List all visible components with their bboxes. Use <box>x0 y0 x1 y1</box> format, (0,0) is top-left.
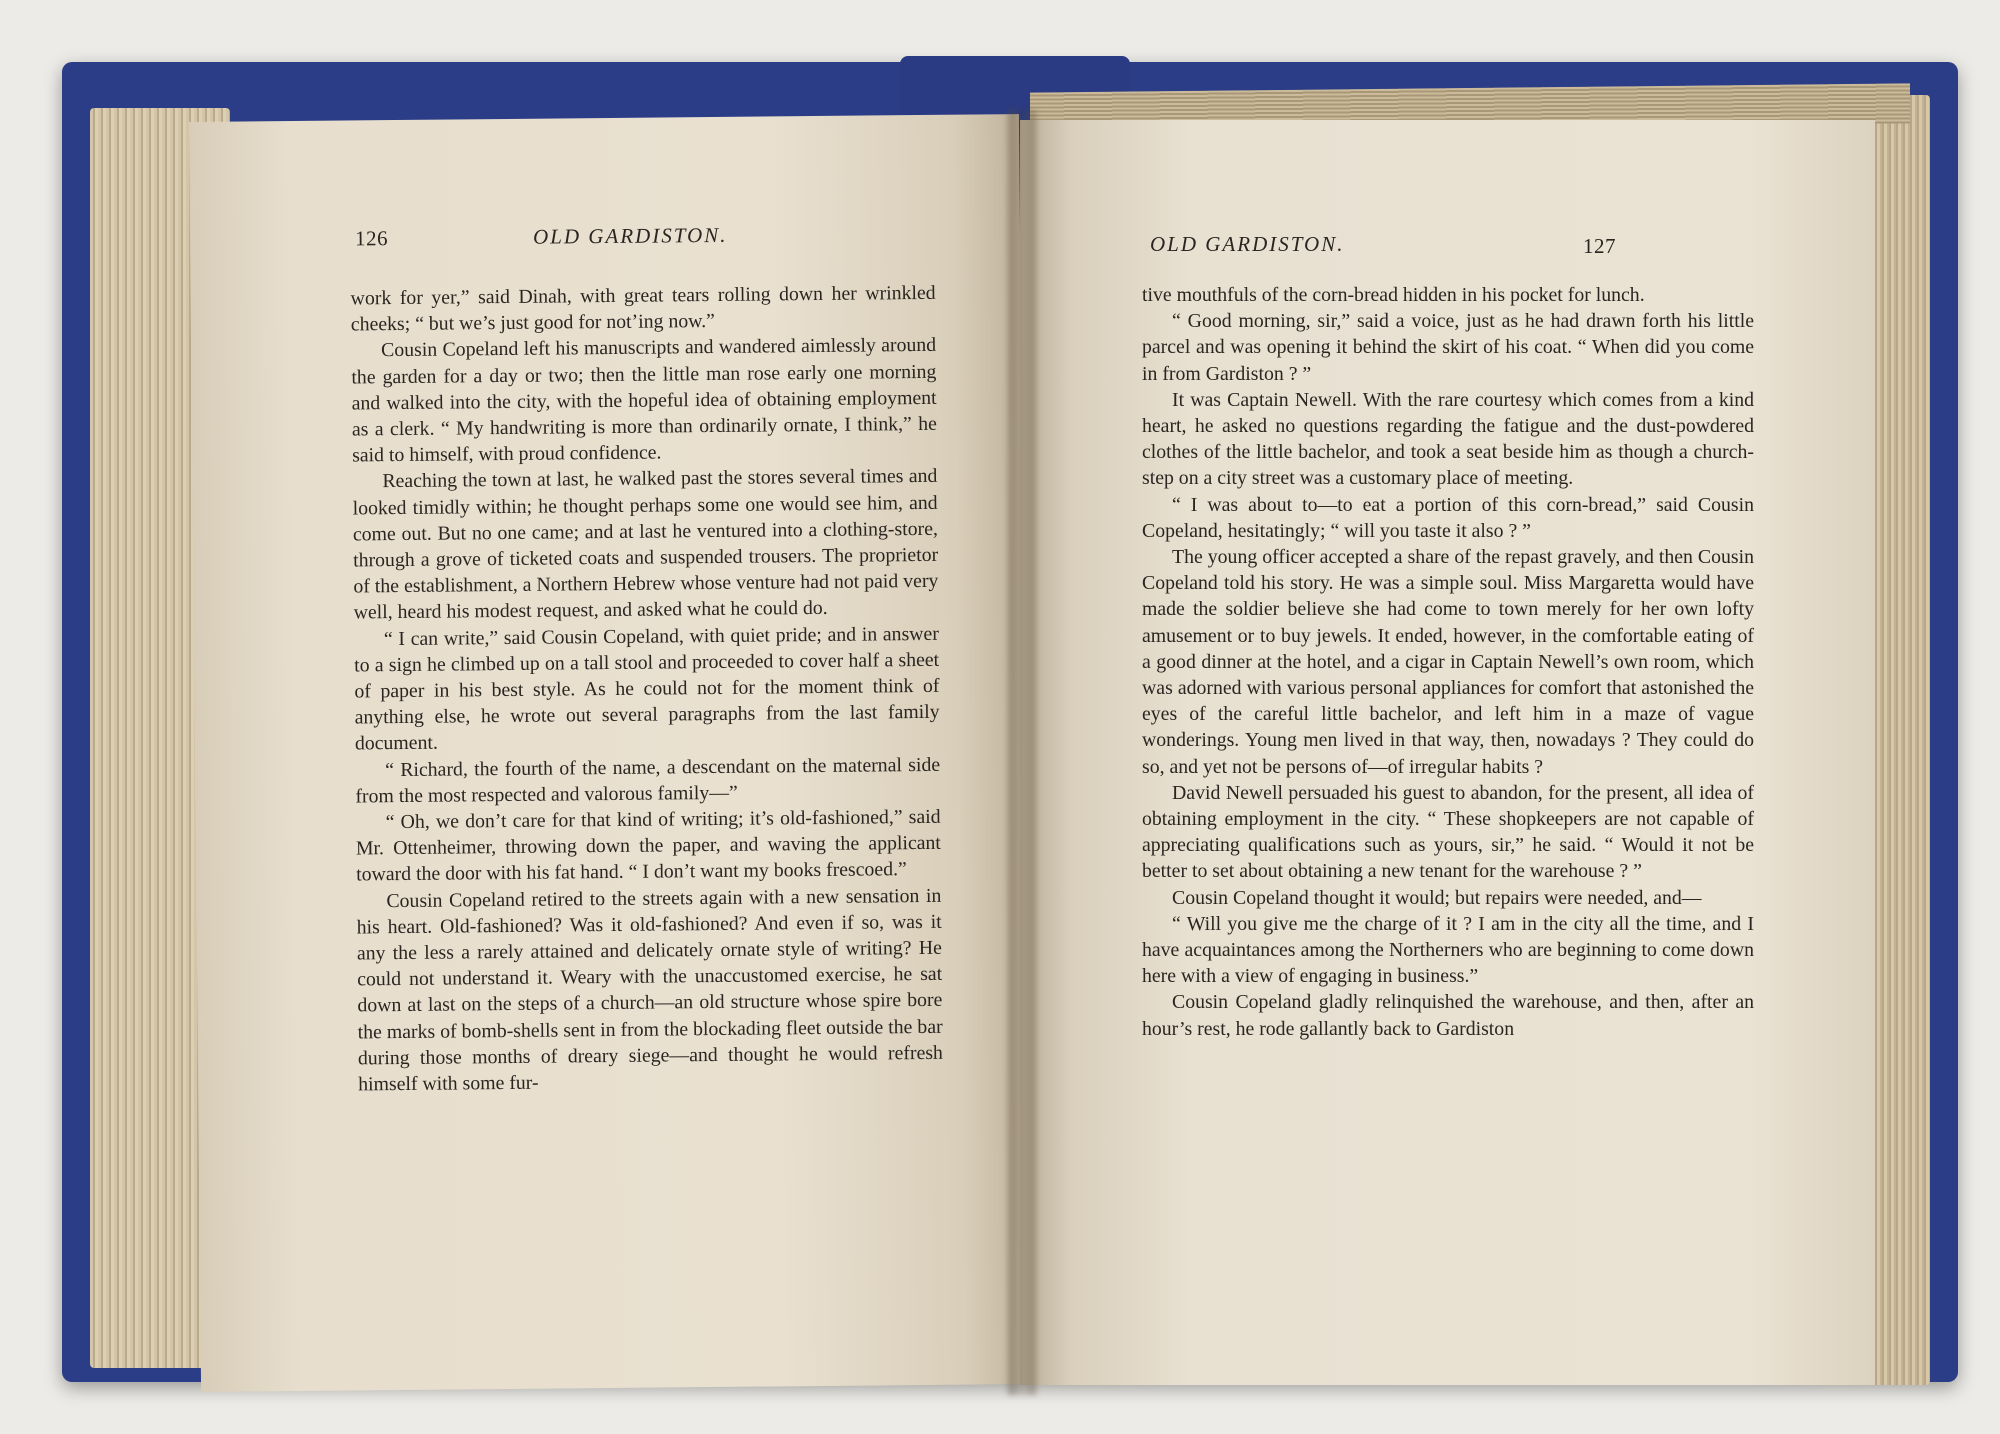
right-page-number: 127 <box>1583 234 1616 258</box>
left-running-title: OLD GARDISTON. <box>532 222 728 249</box>
paragraph: It was Captain Newell. With the rare courtesy which comes from a kind heart, he asked no questions regarding the fatigue and the dust-powdered clothes of the little bachelor, and took a seat beside him as though a church-step on a city street was a customary place of meeting. <box>1142 388 1754 490</box>
paragraph: Cousin Copeland retired to the streets again with a new sensation in his heart. Old-fashioned? Was it old-fashioned? And even if so, was it any the less a rarely attained and delicately ornate style of writing? He could not understand it. Weary with the unaccustomed exercise, he sat down at last on the steps of a church—an old structure whose spire bore the marks of bomb-shells sent in from the blockading fleet outside the bar during those months of dreary siege—and thought he would refresh himself with some fur- <box>356 884 943 1096</box>
right-page <box>1020 120 1875 1385</box>
paragraph: Cousin Copeland thought it would; but repairs were needed, and— <box>1172 886 1702 909</box>
left-page-number: 126 <box>354 226 389 251</box>
paragraph: “ Oh, we don’t care for that kind of writing; it’s old-fashioned,” said Mr. Ottenheimer, throwing down the paper, and waving the applicant toward the door with his fat hand. “ I don’t want my books frescoed.” <box>355 805 941 886</box>
paragraph: tive mouthfuls of the corn-bread hidden in his pocket for lunch. <box>1142 284 1645 306</box>
paragraph: “ Will you give me the charge of it ? I am in the city all the time, and I have acquaintances among the Northerners who are beginning to come down here with a view of engaging in business.” <box>1142 912 1754 988</box>
book-gutter <box>1008 110 1036 1395</box>
paragraph: The young officer accepted a share of the repast gravely, and then Cousin Copeland told his story. He was a simple soul. Miss Margaretta would have made the soldier believe she had come to town merely for her own lofty amusement or to buy jewels. It ended, however, in the comfortable eating of a good dinner at the hotel, and a cigar in Captain Newell’s own room, which was adorned with various personal appliances for comfort that astonished the eyes of the careful little bachelor, and left him in a maze of vague wonderings. Young men lived in that way, then, nowadays ? They could do so, and yet not be persons of—of irregular habits ? <box>1142 546 1754 778</box>
paragraph: Reaching the town at last, he walked past the stores several times and looked timidly within; he thought perhaps some one would see him, and come out. But no one came; and at last he ventured into a clothing-store, through a grove of ticketed coats and suspended trousers. The proprietor of the establishment, a Northern Hebrew whose venture had not paid very well, heard his modest request, and asked what he could do. <box>352 465 939 624</box>
right-page-text <box>1142 282 1754 1042</box>
paragraph: Cousin Copeland gladly relinquished the warehouse, and then, after an hour’s rest, he rode gallantly back to Gardiston <box>1142 991 1754 1040</box>
paragraph: David Newell persuaded his guest to abandon, for the present, all idea of obtaining employment in the city. “ These shopkeepers are not capable of appreciating qualifications such as yours, sir,” he said. “ Would it not be better to set about obtaining a new tenant for the warehouse ? ” <box>1142 781 1754 883</box>
left-page <box>189 114 1031 1392</box>
right-running-title: OLD GARDISTON. <box>1150 232 1345 256</box>
paragraph: “ I can write,” said Cousin Copeland, with quiet pride; and in answer to a sign he climbed up on a tall stool and proceeded to cover half a sheet of paper in his best style. As he could not for the moment think of anything else, he wrote out several paragraphs from the last family document. <box>354 622 940 755</box>
left-page-text <box>351 280 944 1098</box>
paragraph: work for yer,” said Dinah, with great tears rolling down her wrinkled cheeks; “ but we’s just good for not’ing now.” <box>350 281 936 336</box>
paragraph: “ Good morning, sir,” said a voice, just as he had drawn forth his little parcel and was opening it behind the skirt of his coat. “ When did you come in from Gardiston ? ” <box>1142 310 1754 385</box>
paragraph: “ I was about to—to eat a portion of this corn-bread,” said Cousin Copeland, hesitatingly; “ will you taste it also ? ” <box>1142 493 1754 542</box>
paragraph: Cousin Copeland left his manuscripts and wandered aimlessly around the garden for a day or two; then the little man rose early one morning and walked into the city, with the hopeful idea of obtaining employment as a clerk. “ My handwriting is more than ordinarily ornate, I think,” he said to himself, with proud confidence. <box>351 334 937 467</box>
left-running-head <box>354 222 815 251</box>
paragraph: “ Richard, the fourth of the name, a descendant on the maternal side from the most respected and valorous family—” <box>355 753 941 808</box>
